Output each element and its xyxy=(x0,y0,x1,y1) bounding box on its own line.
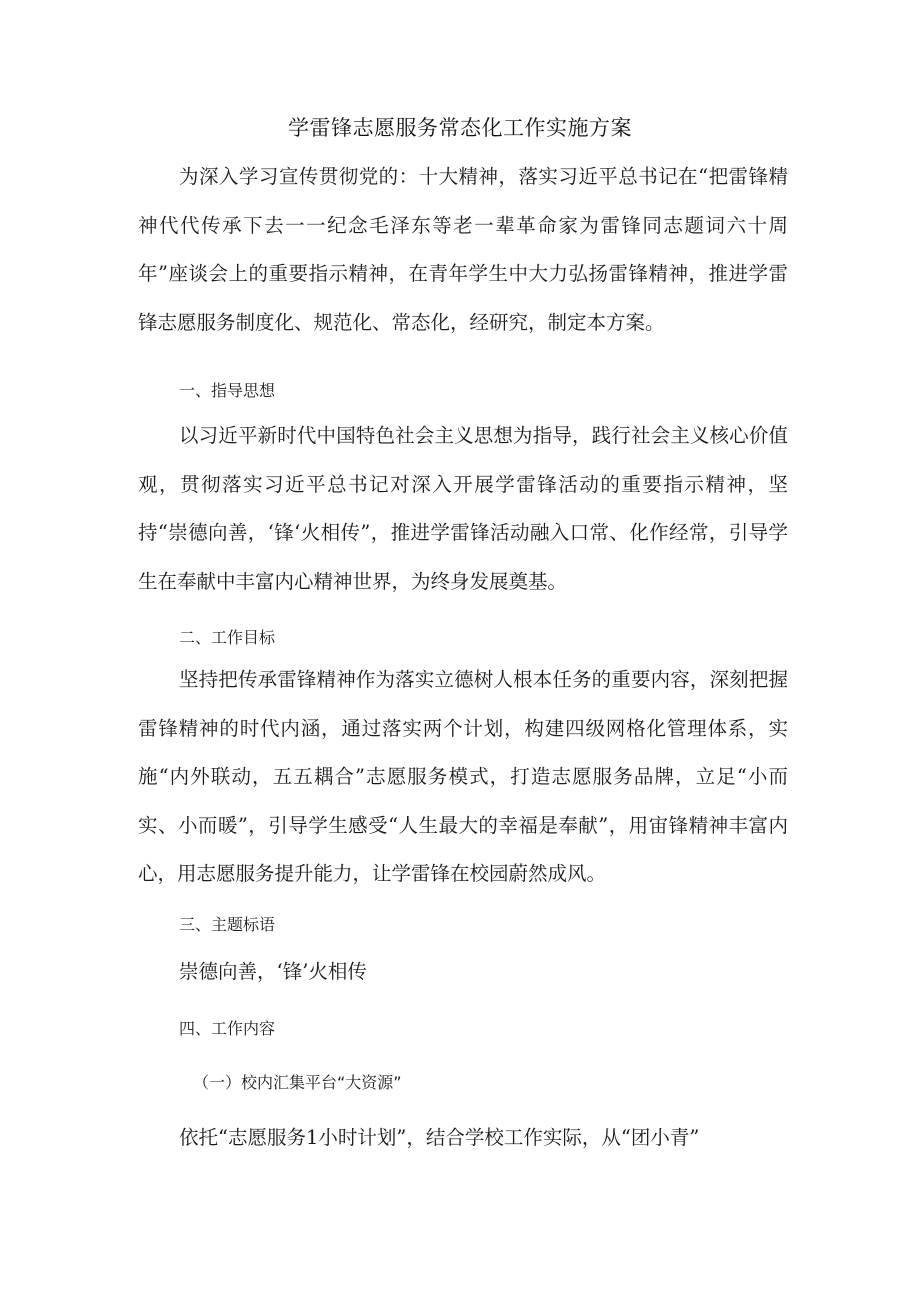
intro-paragraph: 为深入学习宣传贯彻党的：十大精神，落实习近平总书记在“把雷锋精神代代传承下去一一纪念毛泽东等老一辈革命家为雷锋同志题词六十周年”座谈会上的重要指示精神，在青年学生中大力弘扬雷锋精神，推进学雷锋志愿服务制度化、规范化、常态化，经研究，制定本方案。 xyxy=(138,165,788,334)
subsection-body-resources: 依托“志愿服务1小时计划”，结合学校工作实际，从“团小青” xyxy=(179,1126,700,1149)
section-heading-guiding-ideology: 一、指导思想 xyxy=(179,381,276,400)
section-heading-work-goals: 二、工作目标 xyxy=(179,628,276,647)
section-body-work-goals: 坚持把传承雷锋精神作为落实立德树人根本任务的重要内容，深刻把握雷锋精神的时代内涵，通过落实两个计划，构建四级网格化管理体系，实施“内外联动，五五耦合”志愿服务模式，打造志愿服务品牌，立足“小而实、小而暖”，引导学生感受“人生最大的幸福是奉献”，用宙锋精神丰富内心，用志愿服务提升能力，让学雷锋在校园蔚然成风。 xyxy=(138,668,788,886)
theme-slogan: 崇德向善，‘锋’火相传 xyxy=(179,960,367,983)
section-heading-work-content: 四、工作内容 xyxy=(179,1019,276,1038)
section-heading-theme-slogan: 三、主题标语 xyxy=(179,915,276,934)
subsection-heading-resources: （一）校内汇集平台“大资源” xyxy=(193,1073,402,1092)
section-body-guiding-ideology: 以习近平新时代中国特色社会主义思想为指导，践行社会主义核心价值观，贯彻落实习近平总书记对深入开展学雷锋活动的重要指示精神，坚持“崇德向善，‘锋‘火相传”，推进学雷锋活动融入口常、化作经常，引导学生在奉献中丰富内心精神世界，为终身发展奠基。 xyxy=(138,424,788,593)
document-title: 学雷锋志愿服务常态化工作实施方案 xyxy=(288,116,632,140)
